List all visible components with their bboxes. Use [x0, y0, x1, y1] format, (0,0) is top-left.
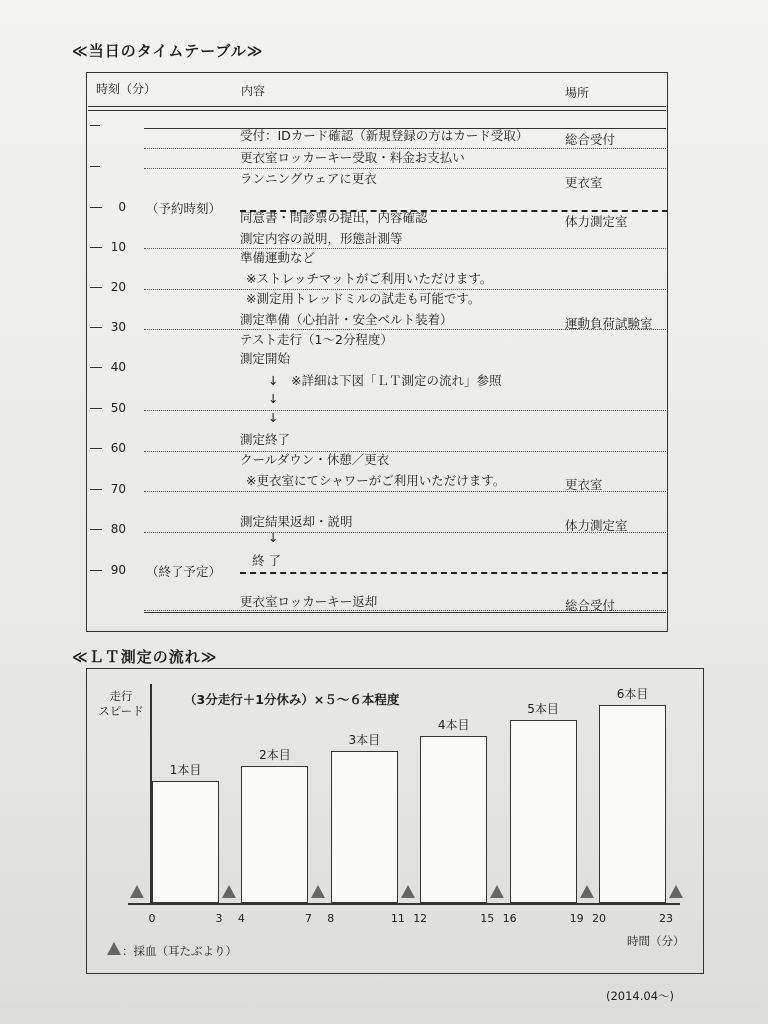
row-divider	[144, 451, 666, 452]
row-place: 総合受付	[565, 598, 616, 613]
row-content: ※測定用トレッドミルの試走も可能です。	[246, 291, 481, 306]
end-time-dashed-line	[240, 572, 668, 574]
x-tick-label: 15	[480, 912, 495, 925]
speed-bar	[241, 766, 308, 903]
reserved-time-dashed-line	[240, 210, 668, 212]
x-tick-label: 16	[502, 912, 517, 925]
speed-bar	[331, 751, 398, 903]
row-place: 総合受付	[565, 132, 616, 147]
x-tick-label: 20	[592, 912, 606, 925]
timeline-tick	[90, 166, 100, 167]
row-content: ※ストレッチマットがご利用いただけます。	[246, 271, 493, 286]
header-divider-1	[88, 106, 666, 107]
bar-label: 5本目	[527, 702, 559, 716]
x-tick-label: 7	[304, 912, 312, 925]
timeline-tick	[90, 408, 102, 409]
row-content: ↓ ※詳細は下図「ＬＴ測定の流れ」参照	[268, 373, 502, 388]
row-divider	[144, 168, 666, 169]
row-place: 更衣室	[565, 175, 603, 190]
blood-sample-marker	[401, 885, 415, 898]
y-axis-label-1: 走行	[109, 689, 133, 703]
time-label: 20	[110, 280, 126, 294]
row-content: 測定準備（心拍計・安全ベルト装着）	[240, 312, 453, 327]
row-content: クールダウン・休憩／更衣	[240, 452, 390, 467]
header-content: 内容	[241, 84, 266, 98]
speed-bar	[510, 720, 577, 903]
blood-sample-legend-icon	[107, 942, 121, 955]
row-place: 運動負荷試験室	[565, 316, 653, 331]
blood-sample-marker	[580, 885, 594, 898]
row-place: 体力測定室	[565, 214, 628, 229]
row-content: 受付：IDカード確認（新規登録の方はカード受取）	[240, 128, 529, 143]
time-label: 90	[110, 563, 126, 577]
x-tick-label: 23	[659, 912, 674, 925]
x-tick-label: 11	[390, 912, 405, 925]
speed-bar	[420, 736, 487, 903]
row-content: 準備運動など	[240, 250, 316, 265]
x-axis-label: 時間（分）	[627, 934, 685, 948]
time-label: 60	[110, 441, 126, 455]
row-place: 体力測定室	[565, 518, 628, 533]
time-label: 70	[110, 482, 126, 496]
bar-label: 6本目	[616, 687, 649, 701]
timeline-tick	[90, 570, 102, 571]
row-divider	[144, 248, 666, 249]
row-content: 更衣室ロッカーキー返却	[240, 594, 378, 609]
time-label: 10	[110, 240, 126, 254]
row-divider	[144, 410, 666, 411]
time-label: 0	[118, 200, 126, 214]
row-content: 同意書・問診票の提出，内容確認	[240, 210, 428, 225]
bar-label: 4本目	[437, 718, 470, 732]
row-content: ↓	[268, 410, 279, 425]
header-time: 時刻（分）	[96, 82, 157, 96]
row-content: ↓	[268, 391, 279, 406]
row-content: 測定開始	[240, 351, 291, 366]
blood-sample-marker	[490, 885, 504, 898]
row-content: 測定終了	[240, 432, 291, 447]
y-axis-label-2: スピード	[98, 704, 144, 718]
bar-label: 2本目	[259, 748, 291, 762]
legend-text: ：採血（耳たぶより）	[122, 944, 237, 958]
end-time-label: （終了予定）	[146, 564, 222, 579]
timeline-tick	[90, 327, 102, 328]
timetable-title: ≪当日のタイムテーブル≫	[72, 42, 264, 60]
timeline-tick	[90, 287, 102, 288]
time-label: 30	[110, 320, 126, 334]
x-axis	[128, 903, 680, 905]
blood-sample-marker	[222, 885, 236, 898]
x-tick-label: 4	[237, 912, 245, 925]
timeline-tick	[90, 489, 102, 490]
blood-sample-marker	[669, 885, 683, 898]
timeline-tick	[90, 367, 102, 368]
bar-label: 3本目	[348, 733, 381, 747]
timeline-tick	[90, 207, 102, 208]
timeline-tick	[90, 448, 102, 449]
x-tick-label: 8	[327, 912, 335, 925]
row-content: 終 了	[252, 553, 281, 568]
timeline-tick	[90, 529, 102, 530]
x-tick-label: 3	[215, 912, 223, 925]
header-place: 場所	[565, 86, 590, 100]
x-tick-label: 0	[148, 912, 156, 925]
row-content: ↓	[268, 530, 279, 545]
repetition-note: （3分走行＋1分休み）×５～６本程度	[184, 692, 400, 707]
row-content: ※更衣室にてシャワーがご利用いただけます。	[246, 473, 506, 488]
timeline-tick	[90, 125, 100, 126]
blood-sample-marker	[130, 885, 144, 898]
time-label: 50	[110, 401, 126, 415]
blood-sample-marker	[311, 885, 325, 898]
footer-date: (2014.04～)	[606, 989, 675, 1003]
speed-bar	[599, 705, 666, 903]
bar-label: 1本目	[169, 763, 202, 777]
lt-title: ≪ＬＴ測定の流れ≫	[72, 648, 218, 666]
timeline-tick	[90, 247, 102, 248]
time-label: 40	[110, 360, 126, 374]
row-content: テスト走行（1～2分程度）	[240, 332, 393, 347]
reserved-time-label: （予約時刻）	[146, 201, 222, 216]
row-content: 測定内容の説明，形態計測等	[240, 231, 403, 246]
row-content: 測定結果返却・説明	[240, 514, 353, 529]
x-tick-label: 12	[413, 912, 428, 925]
header-divider-2	[88, 110, 666, 111]
time-label: 80	[110, 522, 126, 536]
speed-bar	[152, 781, 219, 903]
row-content: ランニングウェアに更衣	[240, 171, 377, 186]
row-content: 更衣室ロッカーキー受取・料金お支払い	[240, 150, 465, 165]
x-tick-label: 19	[569, 912, 584, 925]
row-place: 更衣室	[565, 477, 603, 492]
